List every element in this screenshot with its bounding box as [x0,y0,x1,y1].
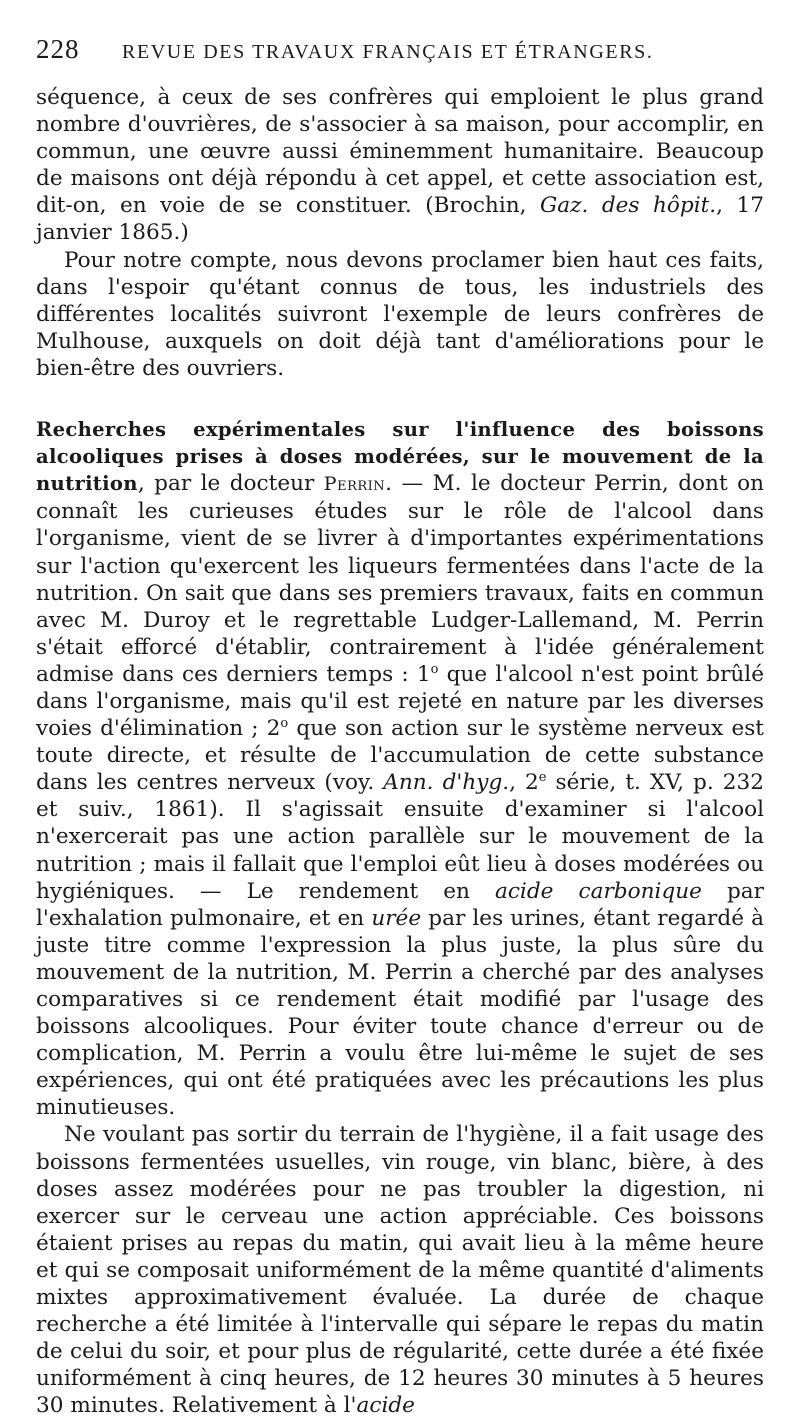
section-spacer [36,382,764,416]
citation-date: , 17 janvier 1865.) [36,193,764,246]
article-text-2: que l'alcool n'est point brûlé dans l'organisme, mais qu'il est rejeté en nature par les diverses voies d'élimination ; 2 [36,661,764,742]
term-uree: urée [371,905,422,931]
article-byline: , par le docteur [137,471,324,497]
ordinal-2: o [280,715,289,731]
reference-journal: Ann. d'hyg. [383,770,510,796]
journal-title: REVUE DES TRAVAUX FRANÇAIS ET ÉTRANGERS. [122,41,654,63]
paragraph-4-tail: acide [356,1393,415,1419]
article-text-3: que son action sur le système nerveux est toute directe, et résulte de l'accumulation de cette substance dans les centres nerveux (voy. [36,716,764,796]
paragraph-2: Pour notre compte, nous devons proclamer bien haut ces faits, dans l'espoir qu'étant connus de tous, les industriels des différentes localités suivront l'exemple de leurs confrères de Mulhouse, auxquels on doit déjà tant d'améliorations pour le bien-être des ouvriers. [36,247,764,381]
paragraph-4-text: Ne voulant pas sortir du terrain de l'hygiène, il a fait usage des boissons fermentées usuelles, vin rouge, vin blanc, bière, à des doses assez modérées pour ne pas troubler la digestion, ni exercer sur le cerveau une action appréciable. Ces boissons étaient prises au repas du matin, qui avait lieu à la même heure et qui se composait uniformément de la même quantité d'aliments mixtes approximativement évaluée. La durée de chaque recherche a été limitée à l'intervalle qui sépare le repas du matin de celui du soir, et pour plus de régularité, cette durée a été fixée uniformément à cinq heures, de 12 heures 30 minutes à 5 heures 30 minutes. Relativement à l' [36,1122,764,1419]
paragraph-4 [36,1121,764,1419]
article-heading: Recherches expérimentales sur l'influence des boissons alcooliques prises à doses modérées, sur le mouvement de la nutrition [36,418,764,496]
page-number: 228 [36,34,80,64]
article-text-5: par l'exhalation pulmonaire, et en [36,878,765,931]
term-acide-carbonique: acide carbonique [494,878,702,904]
paragraph-continuation [36,84,764,247]
paragraph-1-text: séquence, à ceux de ses confrères qui emploient le plus grand nombre d'ouvrières, de s'associer à sa maison, pour accomplir, en commun, une œuvre aussi éminemment humanitaire. Beaucoup de maisons ont déjà répondu à cet appel, et cette association est, dit-on, en voie de se constituer. (Brochin, [36,85,764,219]
article-paragraph [36,416,764,1121]
citation-journal: Gaz. des hôpit. [539,193,717,219]
body-text [36,84,764,1420]
article-text-6: par les urines, étant regardé à juste titre comme l'expression la plus juste, la plus sûre du mouvement de la nutrition, M. Perrin a cherché par des analyses comparatives si ce rendement était modifié par l'usage des boissons alcooliques. Pour éviter toute chance d'erreur ou de complication, M. Perrin a voulu être lui-même le sujet de ses expériences, qui ont été pratiquées avec les précautions les plus minutieuses. [36,905,764,1121]
ordinal-1: o [430,661,439,677]
document-page [36,34,764,1420]
article-text-1: . — M. le docteur Perrin, dont on connaît les curieuses études sur le rôle de l'alcool dans l'organisme, vient de se livrer à d'importantes expérimentations sur l'action qu'exercent les liqueurs fermentées dans l'acte de la nutrition. On sait que dans ses premiers travaux, faits en commun avec M. Duroy et le regrettable Ludger-Lallemand, M. Perrin s'était efforcé d'établir, contrairement à l'idée généralement admise dans ces derniers temps : 1 [36,471,764,687]
reference-series: , 2 [509,770,539,796]
article-text-4: série, t. XV, p. 232 et suiv., 1861). Il s'agissait ensuite d'examiner si l'alcool n'exercerait pas une action parallèle sur le mouvement de la nutrition ; mais il fallait que l'emploi eût lieu à doses modérées ou hygiéniques. — Le rendement en [36,770,764,904]
article-author: Perrin [323,473,386,496]
series-ordinal: e [538,770,547,786]
running-head [36,34,764,84]
